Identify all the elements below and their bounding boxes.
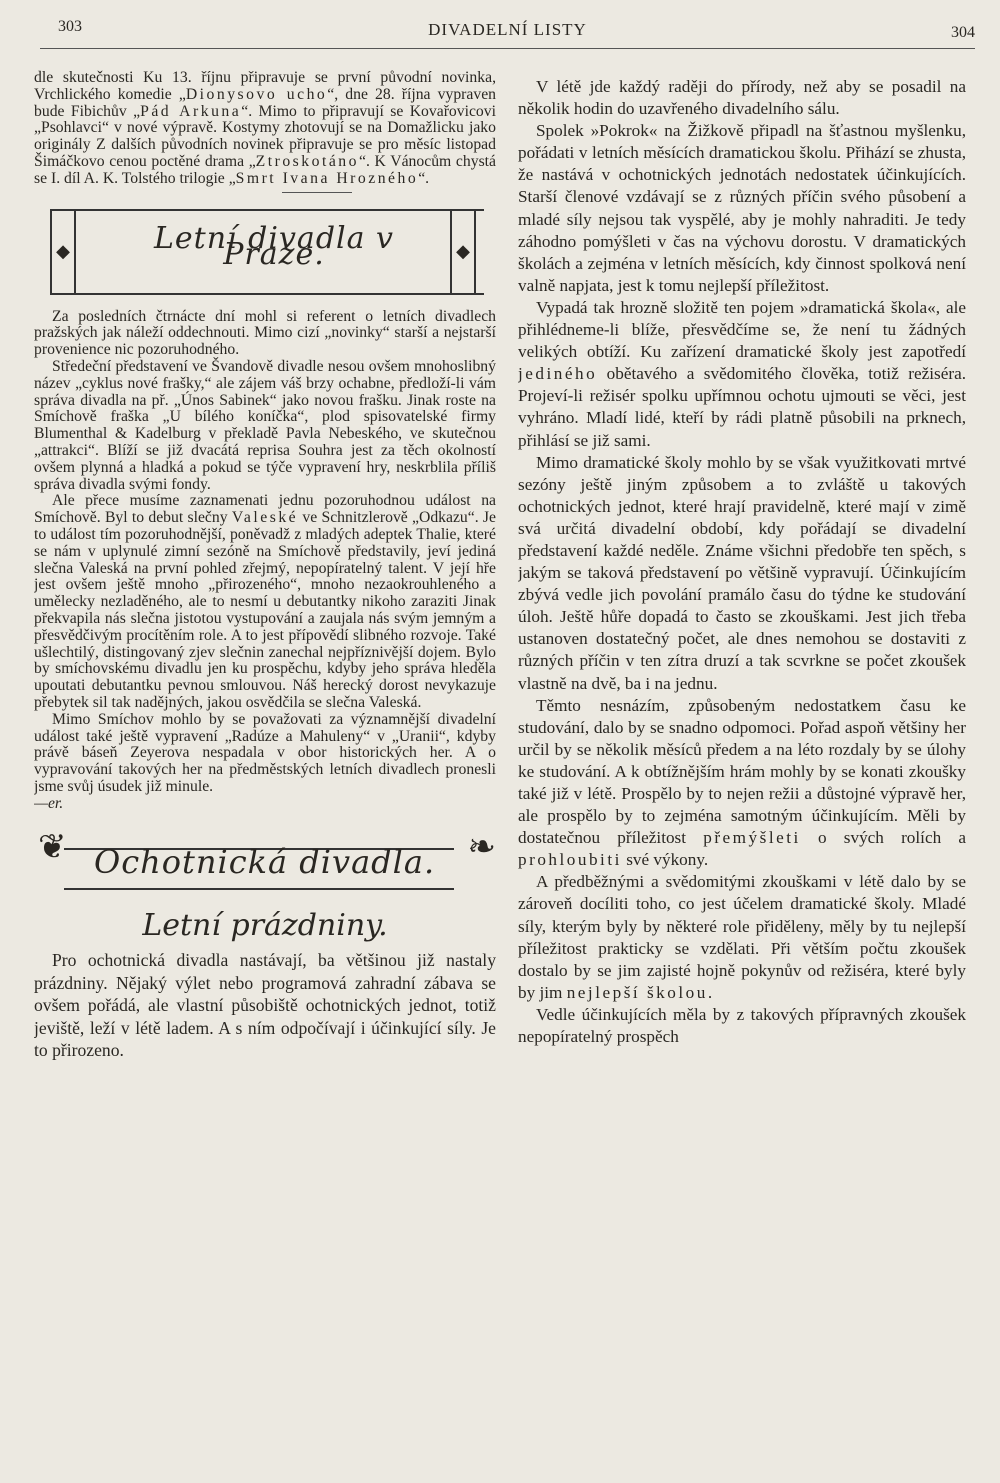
article-heading: Letní prázdniny.: [142, 908, 388, 944]
author-signature: —er.: [34, 794, 64, 812]
ornament-left-icon: ◆: [50, 209, 76, 295]
journal-title: DIVADELNÍ LISTY: [428, 20, 587, 39]
paragraph: Za posledních čtrnácte dní mohl si referent o letních divadlech pražských jak náleží oddechnouti. Mimo cizí „novinky“ starší a nejstarší provenience nic pozoruhodného.: [34, 307, 496, 359]
page-header: [40, 14, 975, 48]
paragraph: Spolek »Pokrok« na Žižkově připadl na šťastnou myšlenku, pořádati v letních měsících dramatickou školu. Přihází se zhusta, že nastává v ochotnických jednotách nedostatek účinkujících. Starší členové vzdávají se z různých příčin svého působení a mladé síly nejsou tak vyspělé, aby je mohly nahraditi. Je tedy záhodno pomýšleti v čas na výchovu dorostu. V dramatických školách a zejména v letních měsících, kdy činnost spolková není valně napjata, jest k tomu nejlepší příležitost.: [518, 121, 966, 295]
section-title: Letní divadla v Praze.: [154, 220, 394, 273]
header-rule: [40, 48, 975, 49]
banner-rule: [64, 888, 454, 890]
page-number-left: 303: [58, 18, 82, 35]
separator-rule: [282, 192, 352, 193]
paragraph: Těmto nesnázím, způsobeným nedostatkem času ke studování, dalo by se snadno odpomoci. Pořad aspoň většiny her určil by se několik měsíců předem a na léto rozdaly by se úlohy ke studování. A k obtížnějším hrám mohly by se konati zkoušky také již v létě. Prospělo by to nejen režii a důstojné výpravě her, ale prospělo by to zejména samotným účinkujícím. Měli by dostatečnou příležitost přemýšleti o svých rolích a prohloubiti své výkony.: [518, 695, 966, 870]
section-title: Ochotnická divadla.: [94, 843, 436, 882]
page-number-right: 304: [951, 24, 975, 41]
scroll-ornament-left-icon: ❦: [38, 829, 67, 867]
ornament-right-icon: ◆: [450, 209, 476, 295]
right-column: [518, 76, 966, 1048]
paragraph: dle skutečnosti Ku 13. říjnu připravuje se první původní novinka, Vrchlického komedie „Dionysovo ucho“, dne 28. října vypraven bude Fibichův „Pád Arkuna“. Mimo to připravují se Kovařovicovi „Psohlavci“ v nové výpravě. Kostymy zhotovují se na Domažlicku jako originály Z dalších původních novinek připravuje se pro měsíc listopad Šimáčkovo cenou poctěné drama „Ztroskotáno“. K Vánocům chystá se I. díl A. K. Tolstého trilogie „Smrt Ivana Hrozného“.: [34, 70, 496, 187]
paragraph: Mimo dramatické školy mohlo by se však využitkovati mrtvé sezóny ještě jiným způsobem a to zvláště u takových ochotnických jednot, které hrají pravidelně, které mají v zimě svá určitá divadelní období, kdy pořádají se divadelní představení každé neděle. Známe všichni předobře ten spěch, s jakým se taková představení po většině vypravují. Účinkujícím zbývá vedle jich povolání pramálo času do týdne ke studování úloh. Ještě hůře dopadá to často se zkouškami. Jest jich třeba ustanoven dostatečný počet, ale dnes nemohou se dostaviti z různých příčin v ten zítra druzí a tak scvrkne se počet zkoušek vlastně na dvě, ba i na jednu.: [518, 452, 966, 693]
section-banner-letni-divadla: [34, 209, 484, 295]
paragraph: Středeční představení ve Švandově divadle nesou ovšem mnohoslibný název „cyklus nové frašky,“ ale zájem váš brzy ochabne, předloží-li vám správa divadla na př. „Únos Sabinek“ jako novou frašku. Jinak roste na Smíchově fraška „U bílého koníčka“, plod spisovatelské firmy Blumenthal & Kadelburg v překladě Pavla Nebeského, ve skutečnou „attrakci“. Blíží se již dvacátá reprisa Souhra jest za těch okolností ovšem plynná a hladká a pokud se týče vypravení hry, neskrblila příliš správa divadla svými fondy.: [34, 357, 496, 493]
paragraph: Vypadá tak hrozně složitě ten pojem »dramatická škola«, ale přihlédneme-li blíže, přesvědčíme se, že není tu žádných velikých obtíží. Ku zařízení dramatické školy jest zapotředí jediného obětavého a svědomitého člověka, totiž režiséra. Projeví-li režisér spolku upřímnou ochotu ujmouti se věci, jest vyhráno. Mladí lidé, kteří by rádi platně působili na prknech, přihlásí se již sami.: [518, 297, 966, 450]
paragraph: Vedle účinkujících měla by z takových přípravných zkoušek nepopíratelný prospěch: [518, 1004, 966, 1047]
paragraph: Mimo Smíchov mohlo by se považovati za významnější divadelní událost také ještě vypravení „Radúze a Mahuleny“ v „Uranii“, kdyby právě báseň Zeyerova nespadala v obor historických her. A o vypravování takových her na předměstských letních divadlech pronesli jsme svůj úsudek již minule.: [34, 710, 496, 795]
paragraph: Ale přece musíme zaznamenati jednu pozoruhodnou událost na Smíchově. Byl to debut slečny Valeské ve Schnitzlerově „Odkazu“. Je to událost tím pozoruhodnější, poněvadž z mladých adeptek Thalie, které se nám v uplynulé zimní sezóně na Smíchově představily, jeví jediná slečna Valeská na první pohled zřejmý, nepopíratelný talent. V její hře jest ovšem ještě mnoho „přirozeného“, mnoho nezaokrouhleného a umělecky nezladěného, ale to nesmí u debutantky nikoho zaraziti Jinak překvapila nás slečna jistotou vystupování a zaujala nás svým jemným a přesvědčivým procítěním role. A to jest přípovědí slibného rozvoje. Také ušlechtilý, distingovaný zjev slečnin zanechal nejpříznivější dojem. Bylo by smíchovskému divadlu jen ku prospěchu, kdyby jeho správa hleděla upoutati debutantku pevnou smlouvou. Náš herecký dorost nevykazuje přebytek sil tak nadějných, jakou osvědčila se slečna Valeská.: [34, 492, 496, 711]
paragraph: Pro ochotnická divadla nastávají, ba většinou již nastaly prázdniny. Nějaký výlet nebo programová zahradní zábava se ovšem pořádá, ale vlastní působiště ochotnických jednot, totiž jeviště, leží v létě ladem. A s ním odpočívají i účinkující síly. Je to přirozeno.: [34, 950, 496, 1061]
paragraph: A předběžnými a svědomitými zkouškami v létě dalo by se zároveň docíliti toho, co jest účelem dramatické školy. Mladé síly, kterým byly by některé role přiděleny, měly by tu nejlepší příležitost prakticky se vzdělati. Při větším počtu zkoušek dostalo by se jim zajisté hojně pokynův od režiséra, které byly by jim nejlepší školou.: [518, 872, 966, 1002]
paragraph: V létě jde každý raději do přírody, než aby se posadil na několik hodin do uzavřeného divadelního sálu.: [518, 77, 966, 119]
scroll-ornament-right-icon: ❧: [467, 829, 496, 867]
section-banner-ochotnicka: [34, 829, 496, 904]
left-column: [34, 70, 496, 1062]
